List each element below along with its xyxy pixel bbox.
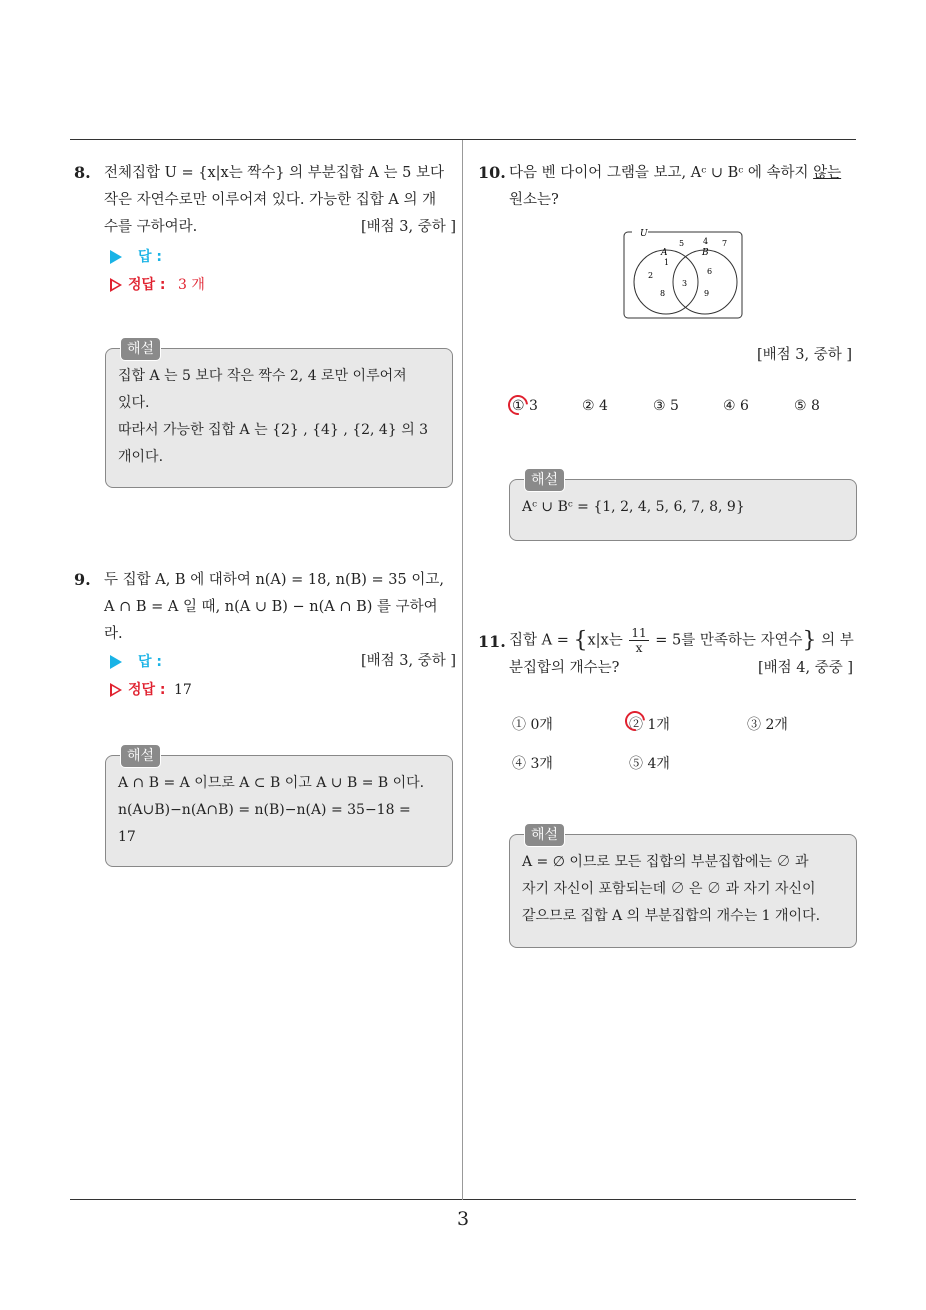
choice-4[interactable]: ④ 6 xyxy=(723,398,749,414)
solution-tag: 해설 xyxy=(120,744,161,768)
outline-triangle-icon xyxy=(110,278,122,292)
correct-value: 3 개 xyxy=(177,277,205,293)
solution-line: 17 xyxy=(118,829,136,845)
right-brace: } xyxy=(802,628,817,653)
question-8-number: 8. xyxy=(74,163,91,182)
question-8-solution xyxy=(105,341,453,488)
venn-element: 3 xyxy=(682,279,688,288)
question-8-meta: [배점 3, 중하 ] xyxy=(360,219,456,235)
question-9-line2: A ∩ B = A 일 때, n(A ∪ B) − n(A ∩ B) 를 구하여라. xyxy=(104,599,438,642)
solution-line: A = ∅ 이므로 모든 집합의 부분집합에는 ∅ 과 xyxy=(522,854,809,870)
correct-label: 정답 : xyxy=(128,277,166,293)
choice-1[interactable]: ① 0개 xyxy=(512,717,553,733)
correct-label: 정답 : xyxy=(128,682,166,698)
solution-line: 같으므로 집합 A 의 부분집합의 개수는 1 개이다. xyxy=(522,908,821,924)
solution-tag: 해설 xyxy=(120,337,161,361)
bottom-rule xyxy=(70,1199,856,1200)
venn-element: 9 xyxy=(704,289,710,298)
choice-3[interactable]: ③ 5 xyxy=(653,398,679,414)
question-8-line3: 수를 구하여라. xyxy=(104,219,198,235)
venn-element: 2 xyxy=(648,271,654,280)
correct-value: 17 xyxy=(173,682,192,698)
solution-line: n(A∪B)−n(A∩B) = n(B)−n(A) = 35−18 = xyxy=(118,802,411,818)
venn-element: 1 xyxy=(664,258,670,267)
venn-element: 7 xyxy=(722,239,728,248)
question-9-meta: [배점 3, 중하 ] xyxy=(360,653,456,669)
question-11-meta: [배점 4, 중중 ] xyxy=(757,660,853,676)
choice-2[interactable]: ② 1개 xyxy=(629,714,670,734)
choice-5[interactable]: ⑤ 8 xyxy=(794,398,820,414)
question-10-meta: [배점 3, 중하 ] xyxy=(756,347,852,363)
solution-line: 있다. xyxy=(118,395,150,411)
answer-label: 답 : xyxy=(138,249,162,265)
question-9-number: 9. xyxy=(74,570,91,589)
column-divider xyxy=(462,140,463,1200)
solution-line: 자기 자신이 포함되는데 ∅ 은 ∅ 과 자기 자신이 xyxy=(522,881,816,897)
question-10-line1: 다음 벤 다이어 그램을 보고, Aᶜ ∪ Bᶜ 에 속하지 xyxy=(509,165,814,181)
question-10-solution xyxy=(509,472,857,541)
choice-4[interactable]: ④ 3개 xyxy=(512,756,553,772)
solution-line: 개이다. xyxy=(118,449,164,465)
selected-circle-mark xyxy=(504,391,532,419)
question-9-answer xyxy=(110,648,192,704)
left-brace: { xyxy=(573,628,588,653)
venn-diagram xyxy=(622,228,744,322)
venn-element: 4 xyxy=(703,237,709,246)
play-icon xyxy=(110,655,122,669)
question-10 xyxy=(509,160,859,214)
choice-1[interactable]: ① 3 xyxy=(512,398,538,414)
question-11 xyxy=(509,626,859,682)
venn-label-b: B xyxy=(702,248,709,258)
answer-label: 답 : xyxy=(138,654,162,670)
question-11-line2: 분집합의 개수는? xyxy=(509,660,620,676)
solution-line: A ∩ B = A 이므로 A ⊂ B 이고 A ∪ B = B 이다. xyxy=(118,775,425,791)
fraction xyxy=(629,626,648,655)
solution-line: 따라서 가능한 집합 A 는 {2} , {4} , {2, 4} 의 3 xyxy=(118,422,429,438)
page-number: 3 xyxy=(456,1208,470,1230)
question-9-solution xyxy=(105,748,453,867)
solution-tag: 해설 xyxy=(524,468,565,492)
question-8-line1: 전체집합 U = {x|x는 짝수} 의 부분집합 A 는 5 보다 xyxy=(104,165,444,181)
question-8 xyxy=(104,160,456,241)
question-10-underline: 않는 xyxy=(813,165,842,181)
venn-element: 6 xyxy=(707,267,713,276)
fraction-numerator: 11 xyxy=(631,626,647,640)
choice-2[interactable]: ② 4 xyxy=(582,398,608,414)
venn-element: 5 xyxy=(679,239,685,248)
question-11-solution xyxy=(509,827,857,948)
play-icon xyxy=(110,250,122,264)
choice-3[interactable]: ③ 2개 xyxy=(747,717,788,733)
solution-line: 집합 A 는 5 보다 작은 짝수 2, 4 로만 이루어져 xyxy=(118,368,407,384)
question-10-line2: 원소는? xyxy=(509,192,559,208)
top-rule xyxy=(70,139,856,140)
question-11-set: x|x는 xyxy=(587,632,623,649)
question-11-post: = 5를 만족하는 자연수 xyxy=(655,632,803,649)
outline-triangle-icon xyxy=(110,683,122,697)
venn-label-u: U xyxy=(640,229,648,239)
question-8-answer xyxy=(110,243,205,299)
solution-line: Aᶜ ∪ Bᶜ = {1, 2, 4, 5, 6, 7, 8, 9} xyxy=(522,499,745,515)
question-11-tail: 의 부 xyxy=(821,632,854,649)
venn-element: 8 xyxy=(660,289,666,298)
solution-tag: 해설 xyxy=(524,823,565,847)
question-9-line1: 두 집합 A, B 에 대하여 n(A) = 18, n(B) = 35 이고, xyxy=(104,572,444,588)
question-8-line2: 작은 자연수로만 이루어져 있다. 가능한 집합 A 의 개 xyxy=(104,192,437,208)
question-10-number: 10. xyxy=(478,163,506,182)
choice-5[interactable]: ⑤ 4개 xyxy=(629,756,670,772)
venn-label-a: A xyxy=(661,248,668,258)
fraction-denominator: x xyxy=(635,641,643,655)
question-11-number: 11. xyxy=(478,632,506,651)
question-11-pre: 집합 A = xyxy=(509,632,569,649)
